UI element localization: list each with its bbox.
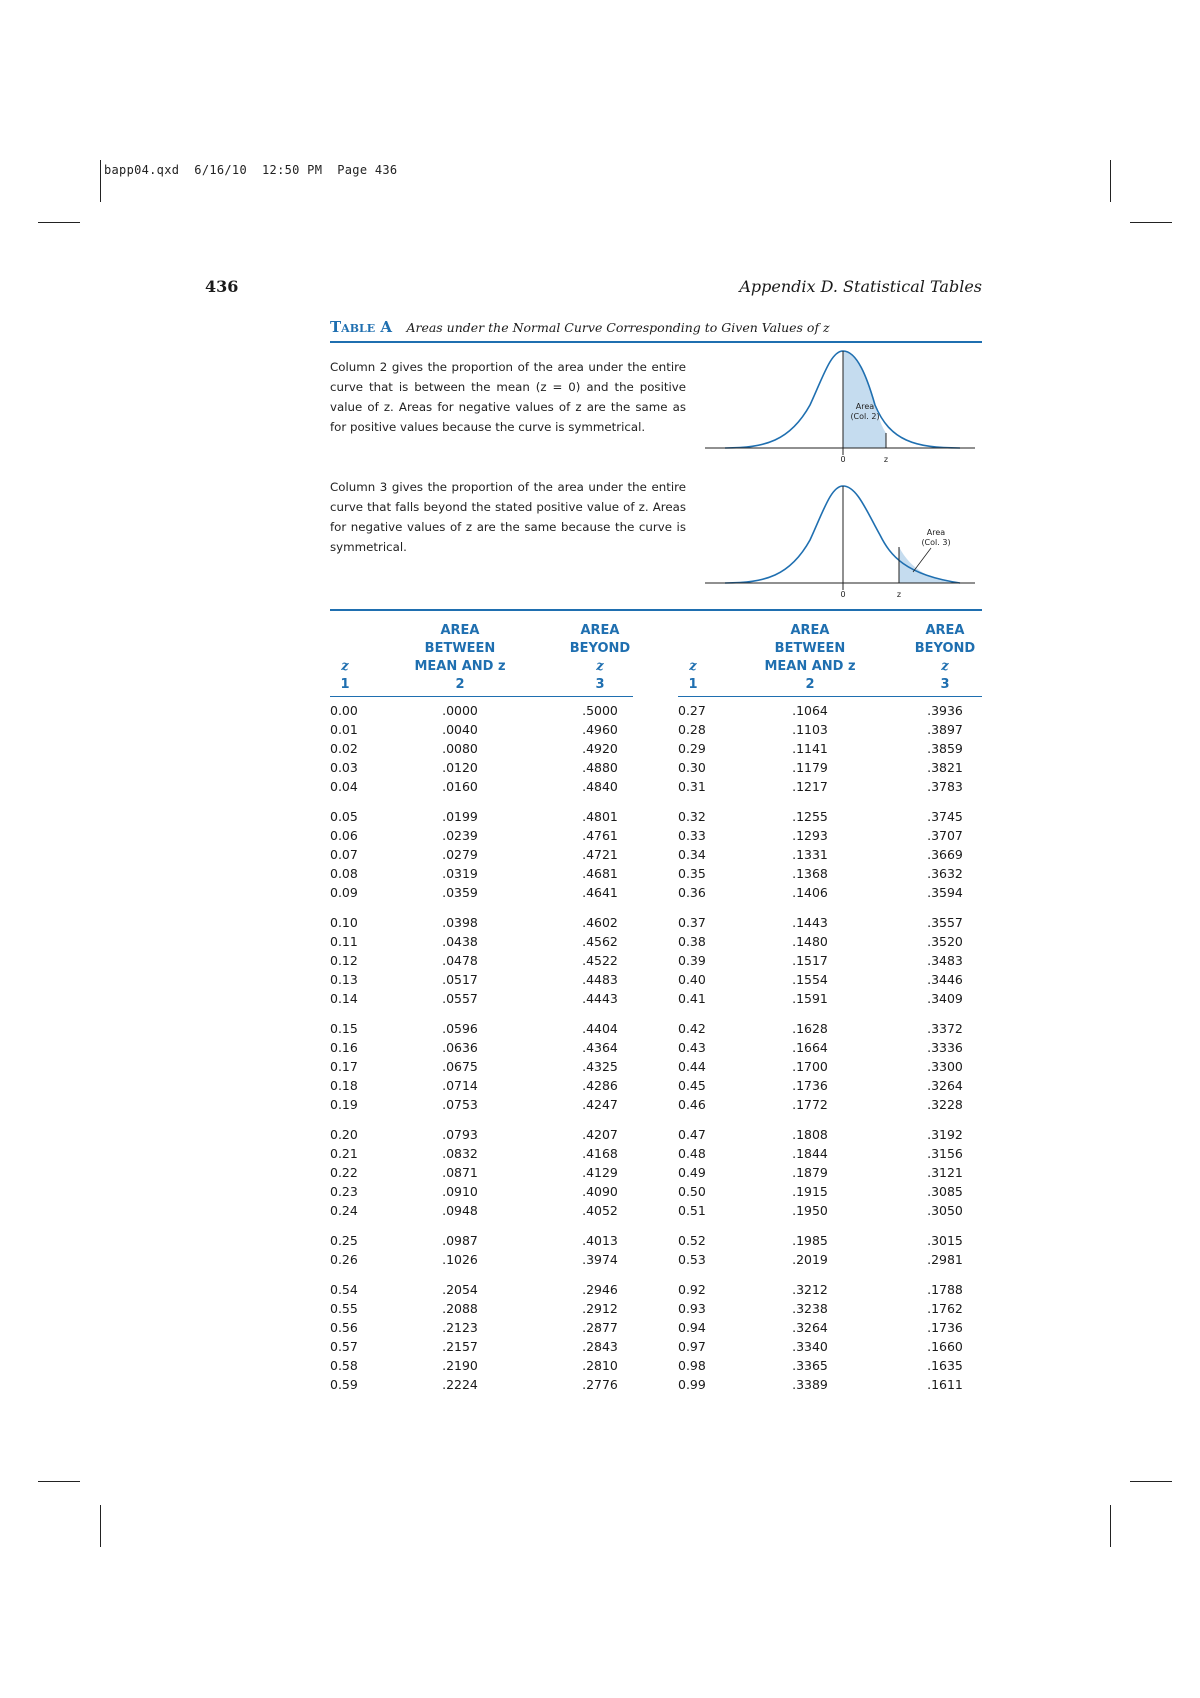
table-cell: .3192 (927, 1127, 963, 1142)
table-cell: 0.55 (330, 1301, 358, 1316)
table-cell: .1788 (927, 1282, 963, 1297)
table-cell: 0.24 (330, 1203, 358, 1218)
table-cell: 0.41 (678, 991, 706, 1006)
table-cell: 0.14 (330, 991, 358, 1006)
header-beyond-left: AREA BEYOND z 3 (569, 623, 631, 692)
table-cell: 0.54 (330, 1282, 358, 1297)
table-cell: 0.46 (678, 1097, 706, 1112)
table-cell: 0.20 (330, 1127, 358, 1142)
left-z-column (330, 701, 390, 1394)
table-cell: 0.18 (330, 1078, 358, 1093)
crop-mark (1110, 1505, 1111, 1547)
running-head: Appendix D. Statistical Tables (739, 277, 982, 296)
table-cell: .1772 (792, 1097, 828, 1112)
table-cell: 0.36 (678, 885, 706, 900)
table-cell: 0.53 (678, 1252, 706, 1267)
crop-mark (1130, 222, 1172, 223)
table-cell: .1141 (792, 741, 828, 756)
table-cell: 0.27 (678, 703, 706, 718)
table-cell: 0.38 (678, 934, 706, 949)
table-cell: .3365 (792, 1358, 828, 1373)
table-cell: .0040 (442, 722, 478, 737)
table-cell: .3015 (927, 1233, 963, 1248)
table-cell: .4721 (582, 847, 618, 862)
row-group-gap (560, 902, 640, 913)
table-cell: .2123 (442, 1320, 478, 1335)
table-cell: .4443 (582, 991, 618, 1006)
table-cell: 0.45 (678, 1078, 706, 1093)
table-cell: 0.35 (678, 866, 706, 881)
table-cell: .0832 (442, 1146, 478, 1161)
table-cell: 0.40 (678, 972, 706, 987)
table-cell: 0.49 (678, 1165, 706, 1180)
area-pointer (913, 548, 931, 572)
table-cell: 0.39 (678, 953, 706, 968)
table-cell: .1762 (927, 1301, 963, 1316)
col3-description: Column 3 gives the proportion of the area under the entire curve that falls beyond the stated positive value of z. Areas for negative values of z are the same because the curve is symmetrical. (330, 480, 686, 554)
table-cell: .4325 (582, 1059, 618, 1074)
table-cell: .0987 (442, 1233, 478, 1248)
table-cell: .4880 (582, 760, 618, 775)
table-cell: .3228 (927, 1097, 963, 1112)
table-cell: .4840 (582, 779, 618, 794)
table-cell: 0.04 (330, 779, 358, 794)
table-cell: .0910 (442, 1184, 478, 1199)
normal-curve-between-figure (705, 345, 985, 465)
table-cell: .1517 (792, 953, 828, 968)
row-group-gap (905, 1008, 985, 1019)
table-cell: .1103 (792, 722, 828, 737)
table-cell: 0.13 (330, 972, 358, 987)
crop-mark (38, 1481, 80, 1482)
table-cell: .4013 (582, 1233, 618, 1248)
table-cell: 0.58 (330, 1358, 358, 1373)
row-group-gap (905, 902, 985, 913)
header-between-right: AREA BETWEEN MEAN AND z 2 (764, 623, 856, 692)
table-cell: .0557 (442, 991, 478, 1006)
table-cell: .1635 (927, 1358, 963, 1373)
right-beyond-column (905, 701, 985, 1394)
table-cell: .1950 (792, 1203, 828, 1218)
row-group-gap (420, 1269, 500, 1280)
table-cell: 0.37 (678, 915, 706, 930)
table-cell: .4364 (582, 1040, 618, 1055)
table-cell: .1844 (792, 1146, 828, 1161)
header-rule-left (330, 696, 633, 697)
right-between-column (770, 701, 850, 1394)
table-cell: 0.21 (330, 1146, 358, 1161)
table-cell: 0.42 (678, 1021, 706, 1036)
table-cell: .1331 (792, 847, 828, 862)
area-label: Area (855, 402, 875, 411)
area-label: Area (926, 528, 946, 537)
table-cell: .3264 (792, 1320, 828, 1335)
table-cell: .3632 (927, 866, 963, 881)
row-group-gap (420, 1008, 500, 1019)
header-beyond-right: AREA BEYOND z 3 (914, 623, 976, 692)
table-cell: .3238 (792, 1301, 828, 1316)
table-cell: 0.94 (678, 1320, 706, 1335)
table-cell: .0714 (442, 1078, 478, 1093)
shaded-area-between (843, 351, 886, 448)
row-group-gap (560, 796, 640, 807)
table-cell: .1879 (792, 1165, 828, 1180)
table-cell: .3745 (927, 809, 963, 824)
table-cell: .4129 (582, 1165, 618, 1180)
table-cell: .1064 (792, 703, 828, 718)
table-cell: .0279 (442, 847, 478, 862)
table-cell: .1179 (792, 760, 828, 775)
table-cell: .4522 (582, 953, 618, 968)
table-cell: .2157 (442, 1339, 478, 1354)
table-cell: .2810 (582, 1358, 618, 1373)
table-cell: 0.00 (330, 703, 358, 718)
table-cell: 0.43 (678, 1040, 706, 1055)
row-group-gap (330, 1008, 390, 1019)
row-group-gap (560, 1008, 640, 1019)
table-cell: 0.34 (678, 847, 706, 862)
row-group-gap (678, 902, 738, 913)
row-group-gap (770, 1114, 850, 1125)
z-label: z (883, 455, 889, 464)
table-cell: .1026 (442, 1252, 478, 1267)
table-cell: .0199 (442, 809, 478, 824)
table-cell: 0.30 (678, 760, 706, 775)
table-cell: .0793 (442, 1127, 478, 1142)
row-group-gap (560, 1269, 640, 1280)
mean-label: 0 (840, 590, 846, 599)
table-cell: 0.07 (330, 847, 358, 862)
row-group-gap (905, 796, 985, 807)
table-cell: .4801 (582, 809, 618, 824)
row-group-gap (678, 1220, 738, 1231)
table-cell: .0948 (442, 1203, 478, 1218)
table-cell: .3156 (927, 1146, 963, 1161)
title-rule (330, 341, 982, 343)
table-cell: 0.25 (330, 1233, 358, 1248)
table-cell: .1591 (792, 991, 828, 1006)
table-cell: .3783 (927, 779, 963, 794)
header-between-left: AREA BETWEEN MEAN AND z 2 (414, 623, 506, 692)
table-cell: .0120 (442, 760, 478, 775)
table-cell: 0.48 (678, 1146, 706, 1161)
table-cell: .1611 (927, 1377, 963, 1392)
table-cell: .2019 (792, 1252, 828, 1267)
table-cell: .3974 (582, 1252, 618, 1267)
table-cell: 0.47 (678, 1127, 706, 1142)
row-group-gap (905, 1269, 985, 1280)
left-beyond-column (560, 701, 640, 1394)
table-cell: .3264 (927, 1078, 963, 1093)
table-cell: 0.59 (330, 1377, 358, 1392)
table-cell: .3557 (927, 915, 963, 930)
row-group-gap (905, 1220, 985, 1231)
header-z-left: z 1 (340, 659, 350, 692)
table-cell: 0.32 (678, 809, 706, 824)
table-cell: 0.09 (330, 885, 358, 900)
table-cell: .1406 (792, 885, 828, 900)
table-cell: .3821 (927, 760, 963, 775)
table-cell: 0.05 (330, 809, 358, 824)
table-cell: 0.19 (330, 1097, 358, 1112)
table-cell: .1368 (792, 866, 828, 881)
row-group-gap (678, 1269, 738, 1280)
table-cell: .1808 (792, 1127, 828, 1142)
table-cell: 0.97 (678, 1339, 706, 1354)
row-group-gap (560, 1114, 640, 1125)
table-cell: .3372 (927, 1021, 963, 1036)
area-col-label: (Col. 2) (850, 412, 880, 421)
table-cell: .2981 (927, 1252, 963, 1267)
row-group-gap (770, 902, 850, 913)
table-cell: 0.93 (678, 1301, 706, 1316)
table-cell: .3336 (927, 1040, 963, 1055)
table-cell: .1217 (792, 779, 828, 794)
page-number: 436 (205, 277, 239, 296)
row-group-gap (770, 796, 850, 807)
table-cell: .2843 (582, 1339, 618, 1354)
crop-mark (100, 1505, 101, 1547)
normal-curve-beyond-figure (705, 480, 985, 600)
col2-description: Column 2 gives the proportion of the area under the entire curve that is between the mean (z = 0) and the positive value of z. Areas for negative values of z are the same as for positive values because the curve is symmetrical. (330, 360, 686, 434)
table-cell: 0.23 (330, 1184, 358, 1199)
table-cell: 0.06 (330, 828, 358, 843)
z-label: z (896, 590, 902, 599)
crop-mark (1130, 1481, 1172, 1482)
table-cell: .0359 (442, 885, 478, 900)
table-cell: 0.31 (678, 779, 706, 794)
row-group-gap (420, 902, 500, 913)
table-cell: .3446 (927, 972, 963, 987)
table-cell: .3300 (927, 1059, 963, 1074)
table-cell: .1443 (792, 915, 828, 930)
row-group-gap (678, 1114, 738, 1125)
table-cell: .3669 (927, 847, 963, 862)
table-cell: .2877 (582, 1320, 618, 1335)
table-cell: .0000 (442, 703, 478, 718)
table-cell: .3085 (927, 1184, 963, 1199)
table-cell: .0596 (442, 1021, 478, 1036)
row-group-gap (770, 1269, 850, 1280)
row-group-gap (770, 1220, 850, 1231)
row-group-gap (420, 1220, 500, 1231)
table-cell: .2054 (442, 1282, 478, 1297)
row-group-gap (330, 1220, 390, 1231)
table-cell: .5000 (582, 703, 618, 718)
shaded-area-beyond (899, 547, 960, 583)
table-cell: .1915 (792, 1184, 828, 1199)
table-cell: .3340 (792, 1339, 828, 1354)
table-cell: .0636 (442, 1040, 478, 1055)
table-cell: .3594 (927, 885, 963, 900)
table-cell: .1736 (927, 1320, 963, 1335)
crop-mark (38, 222, 80, 223)
table-cell: .0675 (442, 1059, 478, 1074)
table-cell: .0160 (442, 779, 478, 794)
table-caption: Areas under the Normal Curve Corresponding to Given Values of z (406, 320, 830, 335)
table-cell: 0.92 (678, 1282, 706, 1297)
table-cell: .4052 (582, 1203, 618, 1218)
table-cell: .1985 (792, 1233, 828, 1248)
table-cell: .4681 (582, 866, 618, 881)
table-cell: .0438 (442, 934, 478, 949)
table-cell: .0478 (442, 953, 478, 968)
table-cell: .3483 (927, 953, 963, 968)
file-slug: bapp04.qxd 6/16/10 12:50 PM Page 436 (104, 163, 398, 177)
table-cell: .4641 (582, 885, 618, 900)
table-cell: .4207 (582, 1127, 618, 1142)
table-cell: 0.03 (330, 760, 358, 775)
table-cell: .1700 (792, 1059, 828, 1074)
table-cell: .4168 (582, 1146, 618, 1161)
table-cell: 0.28 (678, 722, 706, 737)
table-cell: .3409 (927, 991, 963, 1006)
table-cell: .3212 (792, 1282, 828, 1297)
mean-label: 0 (840, 455, 846, 464)
table-cell: 0.99 (678, 1377, 706, 1392)
table-cell: .4247 (582, 1097, 618, 1112)
table-cell: .3520 (927, 934, 963, 949)
table-cell: .4920 (582, 741, 618, 756)
table-cell: .2912 (582, 1301, 618, 1316)
table-cell: .3936 (927, 703, 963, 718)
table-cell: 0.26 (330, 1252, 358, 1267)
table-cell: 0.50 (678, 1184, 706, 1199)
left-between-column (420, 701, 500, 1394)
table-cell: 0.10 (330, 915, 358, 930)
table-cell: 0.44 (678, 1059, 706, 1074)
crop-mark (100, 160, 101, 202)
table-cell: .4404 (582, 1021, 618, 1036)
table-cell: .0753 (442, 1097, 478, 1112)
table-cell: .3389 (792, 1377, 828, 1392)
row-group-gap (330, 796, 390, 807)
table-cell: .4960 (582, 722, 618, 737)
table-cell: 0.02 (330, 741, 358, 756)
table-cell: .0517 (442, 972, 478, 987)
table-cell: 0.51 (678, 1203, 706, 1218)
row-group-gap (330, 1269, 390, 1280)
table-cell: 0.29 (678, 741, 706, 756)
table-title (330, 318, 830, 336)
table-cell: .0398 (442, 915, 478, 930)
table-cell: .4562 (582, 934, 618, 949)
row-group-gap (330, 1114, 390, 1125)
table-cell: 0.15 (330, 1021, 358, 1036)
table-cell: .4286 (582, 1078, 618, 1093)
table-cell: 0.11 (330, 934, 358, 949)
row-group-gap (330, 902, 390, 913)
table-cell: .4090 (582, 1184, 618, 1199)
row-group-gap (560, 1220, 640, 1231)
row-group-gap (420, 796, 500, 807)
table-cell: 0.56 (330, 1320, 358, 1335)
row-group-gap (420, 1114, 500, 1125)
table-cell: 0.57 (330, 1339, 358, 1354)
header-z-right: z 1 (688, 659, 698, 692)
table-cell: .1554 (792, 972, 828, 987)
table-cell: 0.52 (678, 1233, 706, 1248)
row-group-gap (678, 796, 738, 807)
header-rule-right (678, 696, 982, 697)
table-cell: .3707 (927, 828, 963, 843)
table-top-rule (330, 609, 982, 611)
table-cell: .0319 (442, 866, 478, 881)
table-cell: .1660 (927, 1339, 963, 1354)
table-cell: .4602 (582, 915, 618, 930)
table-cell: .1664 (792, 1040, 828, 1055)
table-cell: .1293 (792, 828, 828, 843)
right-z-column (678, 701, 738, 1394)
table-cell: 0.16 (330, 1040, 358, 1055)
table-cell: 0.17 (330, 1059, 358, 1074)
table-cell: .1736 (792, 1078, 828, 1093)
table-cell: .1480 (792, 934, 828, 949)
table-cell: .4761 (582, 828, 618, 843)
row-group-gap (905, 1114, 985, 1125)
table-cell: 0.08 (330, 866, 358, 881)
table-cell: .3121 (927, 1165, 963, 1180)
table-cell: 0.33 (678, 828, 706, 843)
table-cell: .2946 (582, 1282, 618, 1297)
table-cell: .4483 (582, 972, 618, 987)
crop-mark (1110, 160, 1111, 202)
row-group-gap (770, 1008, 850, 1019)
table-cell: .0239 (442, 828, 478, 843)
table-cell: .2088 (442, 1301, 478, 1316)
table-cell: 0.98 (678, 1358, 706, 1373)
table-cell: 0.12 (330, 953, 358, 968)
table-cell: .0080 (442, 741, 478, 756)
table-cell: 0.01 (330, 722, 358, 737)
table-cell: .3050 (927, 1203, 963, 1218)
table-cell: .1628 (792, 1021, 828, 1036)
table-cell: .2224 (442, 1377, 478, 1392)
table-cell: .2190 (442, 1358, 478, 1373)
table-cell: 0.22 (330, 1165, 358, 1180)
table-cell: .1255 (792, 809, 828, 824)
table-cell: .3859 (927, 741, 963, 756)
table-cell: .0871 (442, 1165, 478, 1180)
table-cell: .3897 (927, 722, 963, 737)
row-group-gap (678, 1008, 738, 1019)
table-label: Table A (330, 318, 392, 336)
area-col-label: (Col. 3) (921, 538, 951, 547)
table-cell: .2776 (582, 1377, 618, 1392)
